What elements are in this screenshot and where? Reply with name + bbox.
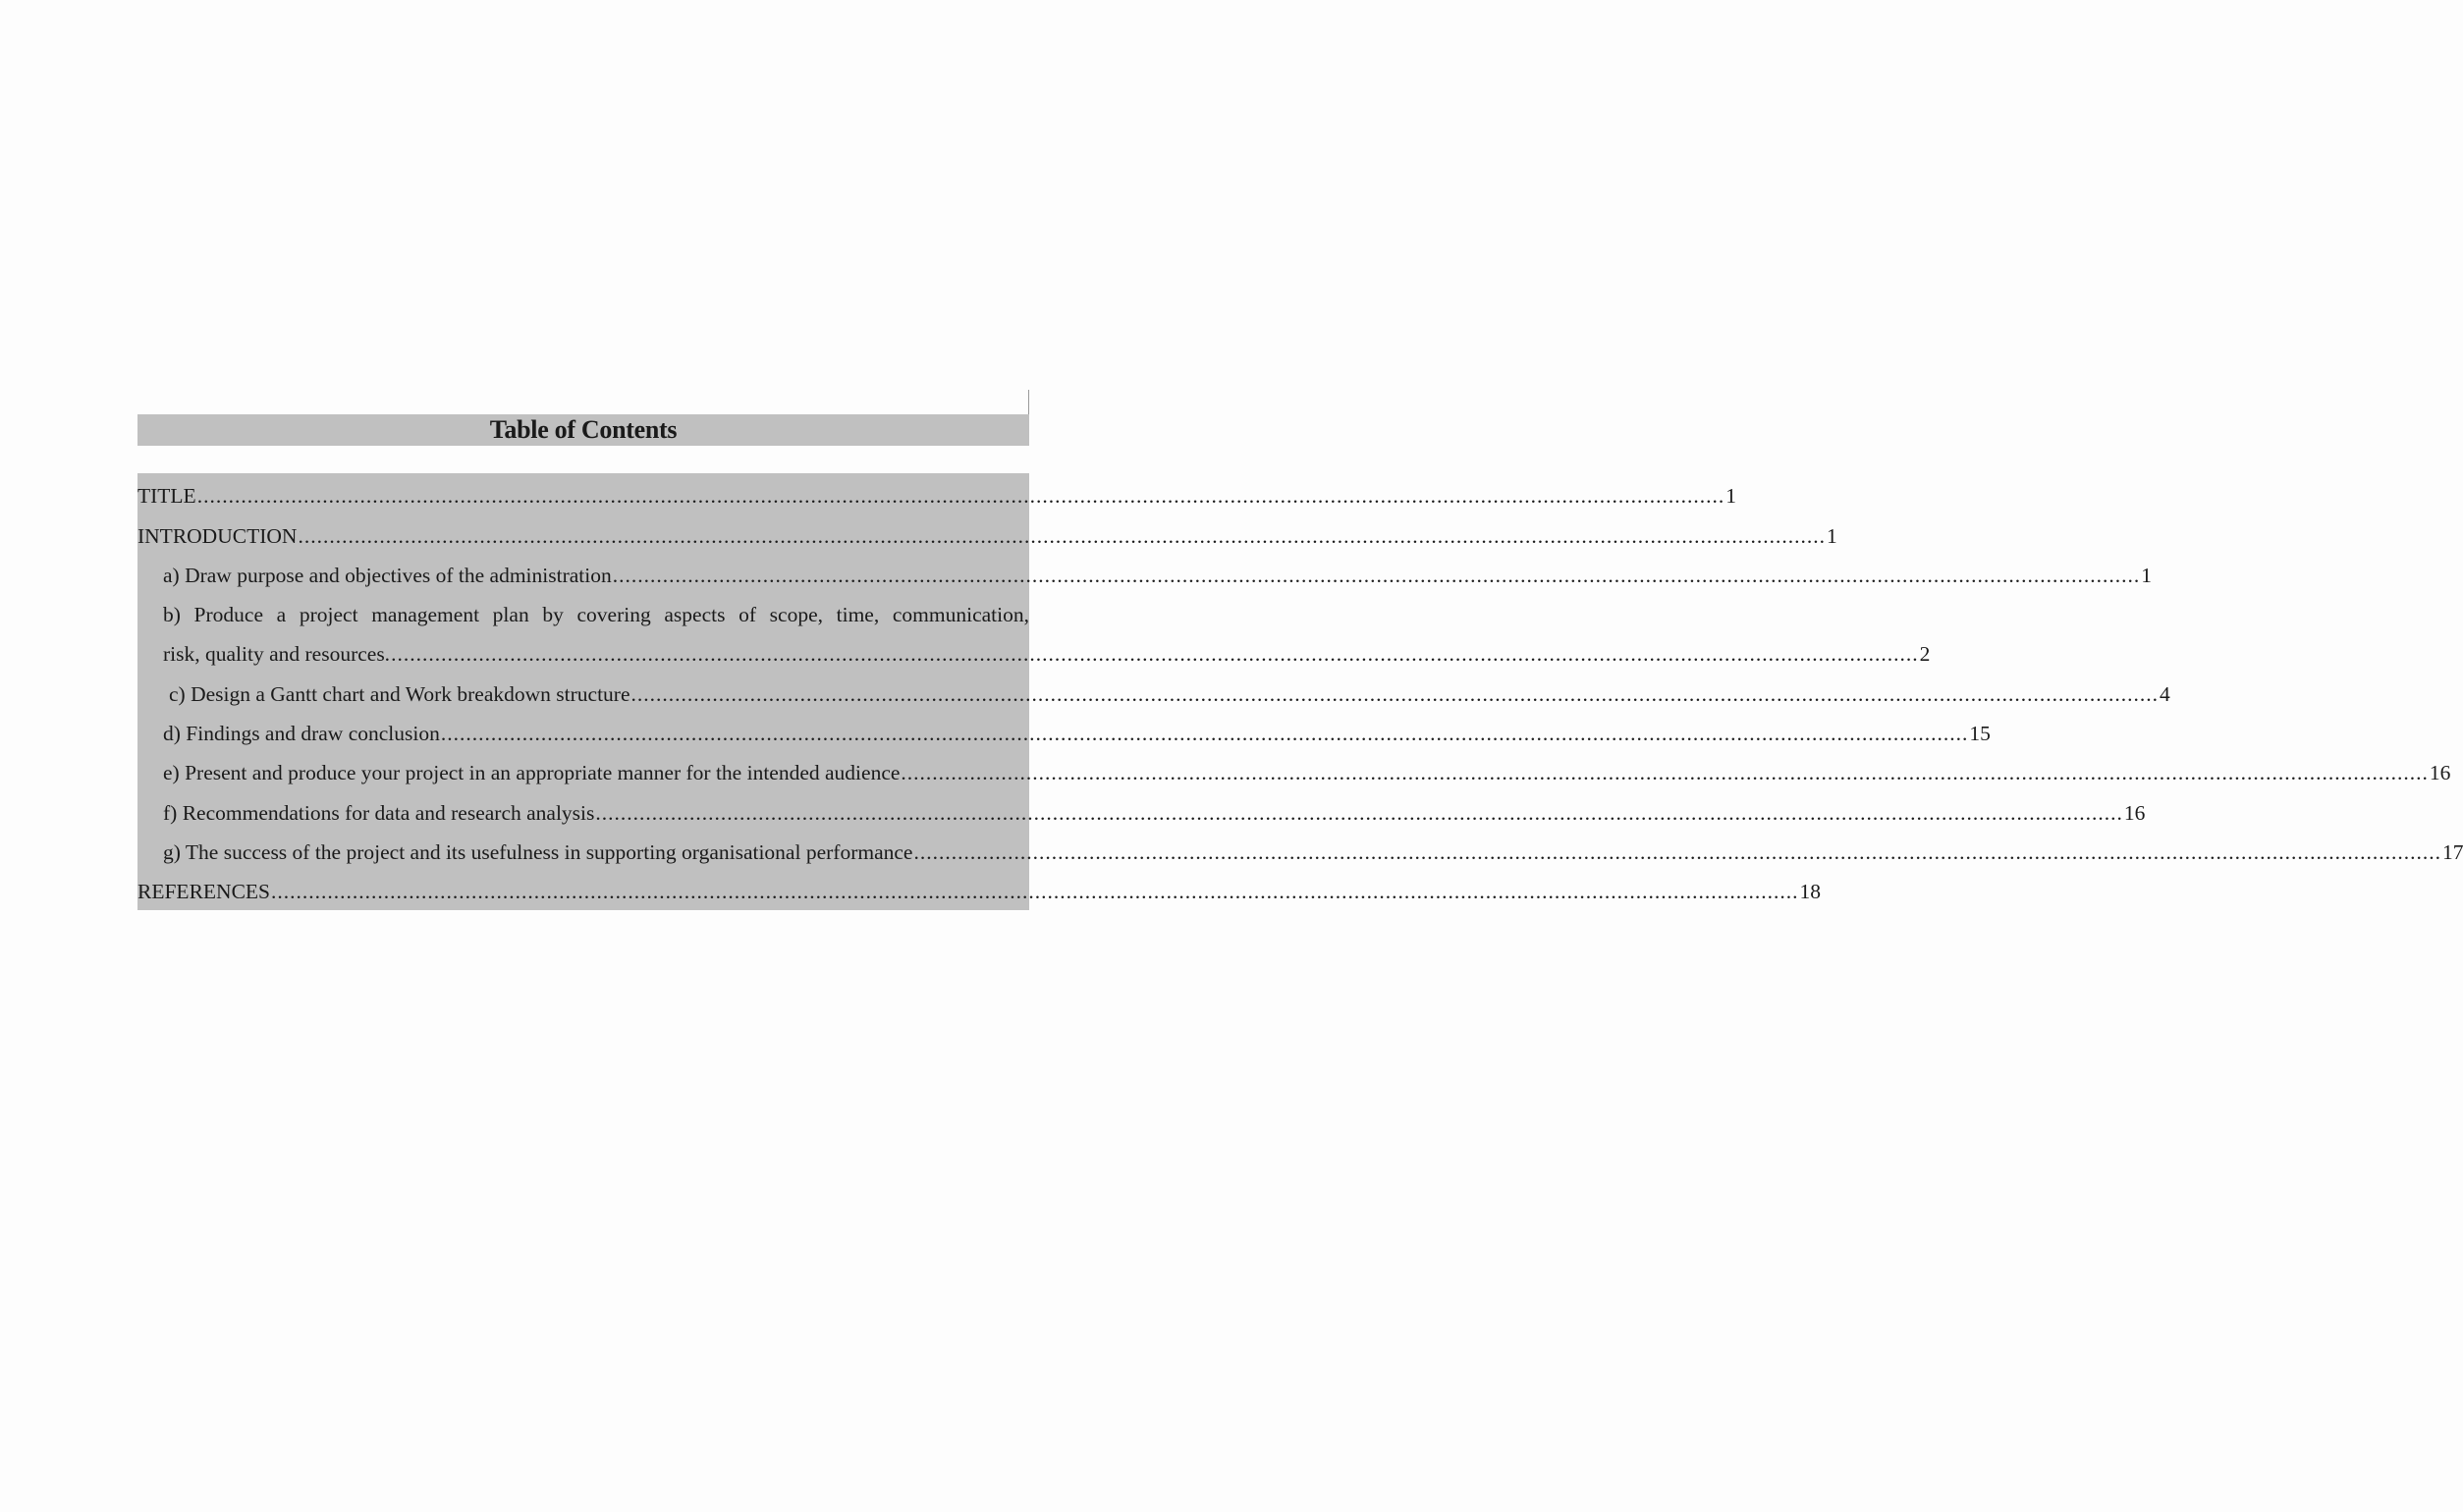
toc-entry-page: 2 [1919, 642, 1931, 667]
dot-leader: .................................................................................................................................................................................................................................................... [612, 563, 2141, 587]
toc-entry-d[interactable] [137, 711, 1991, 750]
toc-entry-label: e) Present and produce your project in an appropriate manner for the intended audience [163, 761, 901, 785]
toc-entry-page: 18 [1799, 880, 1821, 904]
dot-leader: .................................................................................................................................................................................................................................................... [271, 880, 1799, 904]
toc-entry-introduction[interactable] [137, 513, 1837, 552]
toc-entry-title[interactable] [137, 473, 1736, 513]
toc-entry-page: 16 [2123, 800, 2146, 825]
toc-title: Table of Contents [137, 414, 1029, 446]
dot-leader: .................................................................................................................................................................................................................................................... [391, 642, 1919, 667]
dot-leader: .................................................................................................................................................................................................................................................... [440, 722, 1969, 746]
toc-entry-page: 1 [1725, 484, 1736, 509]
toc-entry-label: risk, quality and resources. [163, 642, 391, 667]
toc-entry-g[interactable] [137, 830, 2463, 869]
dot-leader: .................................................................................................................................................................................................................................................... [901, 761, 2429, 785]
table-of-contents[interactable] [137, 414, 2463, 910]
toc-entry-label: c) Design a Gantt chart and Work breakdown structure [169, 681, 630, 706]
toc-spacer [137, 446, 1029, 473]
toc-entry-label: d) Findings and draw conclusion [163, 722, 440, 746]
toc-entry-page: 4 [2160, 681, 2170, 706]
toc-entry-f[interactable] [137, 789, 2146, 829]
toc-entry-b[interactable] [137, 631, 1931, 671]
toc-entry-label: INTRODUCTION [137, 523, 298, 548]
toc-entries[interactable] [137, 473, 2463, 910]
dot-leader: .................................................................................................................................................................................................................................................... [630, 681, 2160, 706]
toc-entry-label: TITLE [137, 484, 196, 509]
toc-entry-label: g) The success of the project and its usefulness in supporting organisational performance [163, 839, 913, 864]
toc-entry-b-line1[interactable] [137, 592, 1029, 631]
toc-entry-e[interactable] [137, 750, 2451, 789]
toc-entry-label: f) Recommendations for data and research analysis [163, 800, 595, 825]
toc-entry-page: 16 [2429, 761, 2451, 785]
toc-entry-page: 17 [2441, 839, 2463, 864]
toc-entry-references[interactable] [137, 869, 1821, 908]
toc-entry-label: REFERENCES [137, 880, 270, 904]
toc-entry-c[interactable] [137, 671, 2170, 710]
toc-entry-label: a) Draw purpose and objectives of the administration [163, 563, 612, 587]
dot-leader: .................................................................................................................................................................................................................................................... [298, 523, 1826, 548]
toc-entry-page: 15 [1969, 722, 1991, 746]
toc-entry-page: 1 [1826, 523, 1837, 548]
toc-entry-a[interactable] [137, 553, 2152, 592]
dot-leader: .................................................................................................................................................................................................................................................... [595, 800, 2123, 825]
dot-leader: .................................................................................................................................................................................................................................................... [196, 484, 1725, 509]
toc-entry-label: b) Produce a project management plan by covering aspects of scope, time, communication, [163, 603, 1029, 627]
dot-leader: .................................................................................................................................................................................................................................................... [913, 839, 2441, 864]
toc-entry-page: 1 [2141, 563, 2152, 587]
